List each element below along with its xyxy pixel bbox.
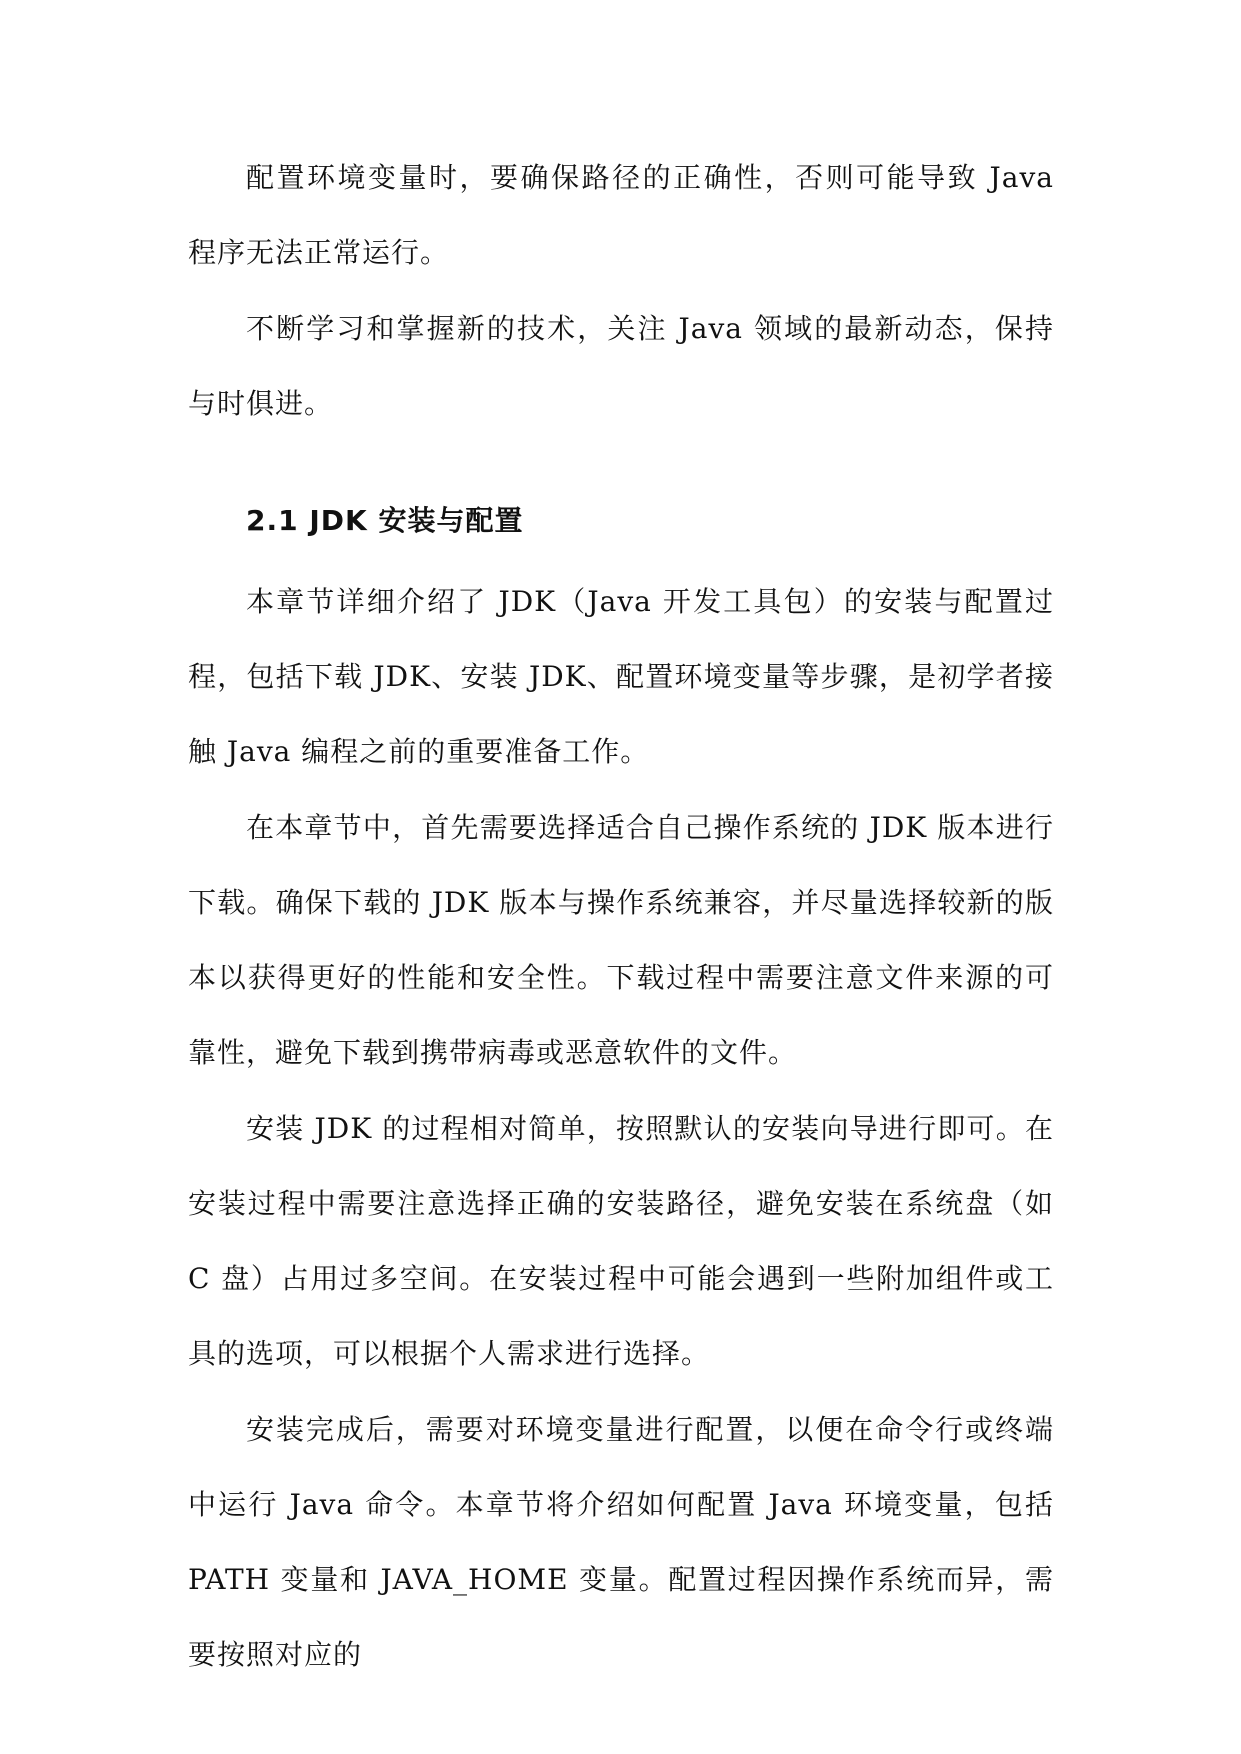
paragraph-env-config: 安装完成后，需要对环境变量进行配置，以便在命令行或终端中运行 Java 命令。本章节将介绍如何配置 Java 环境变量，包括 PATH 变量和 JAVA_HOME 变量。配置过程因操作系统而异，需要按照对应的 [188, 1413, 1054, 1671]
paragraph-jdk-install: 安装 JDK 的过程相对简单，按照默认的安装向导进行即可。在安装过程中需要注意选择正确的安装路径，避免安装在系统盘（如 C 盘）占用过多空间。在安装过程中可能会遇到一些附加组件或工具的选项，可以根据个人需求进行选择。 [188, 1112, 1054, 1370]
paragraph-keep-learning: 不断学习和掌握新的技术，关注 Java 领域的最新动态，保持与时俱进。 [188, 312, 1054, 420]
paragraph-jdk-download: 在本章节中，首先需要选择适合自己操作系统的 JDK 版本进行下载。确保下载的 JDK 版本与操作系统兼容，并尽量选择较新的版本以获得更好的性能和安全性。下载过程中需要注意文件来源的可靠性，避免下载到携带病毒或恶意软件的文件。 [188, 811, 1054, 1069]
paragraph-jdk-overview: 本章节详细介绍了 JDK（Java 开发工具包）的安装与配置过程，包括下载 JDK、安装 JDK、配置环境变量等步骤，是初学者接触 Java 编程之前的重要准备工作。 [188, 585, 1054, 768]
paragraph-path-correctness: 配置环境变量时，要确保路径的正确性，否则可能导致 Java 程序无法正常运行。 [188, 161, 1054, 269]
section-heading-jdk-install: 2.1 JDK 安装与配置 [246, 504, 524, 537]
document-body [188, 140, 1054, 1693]
